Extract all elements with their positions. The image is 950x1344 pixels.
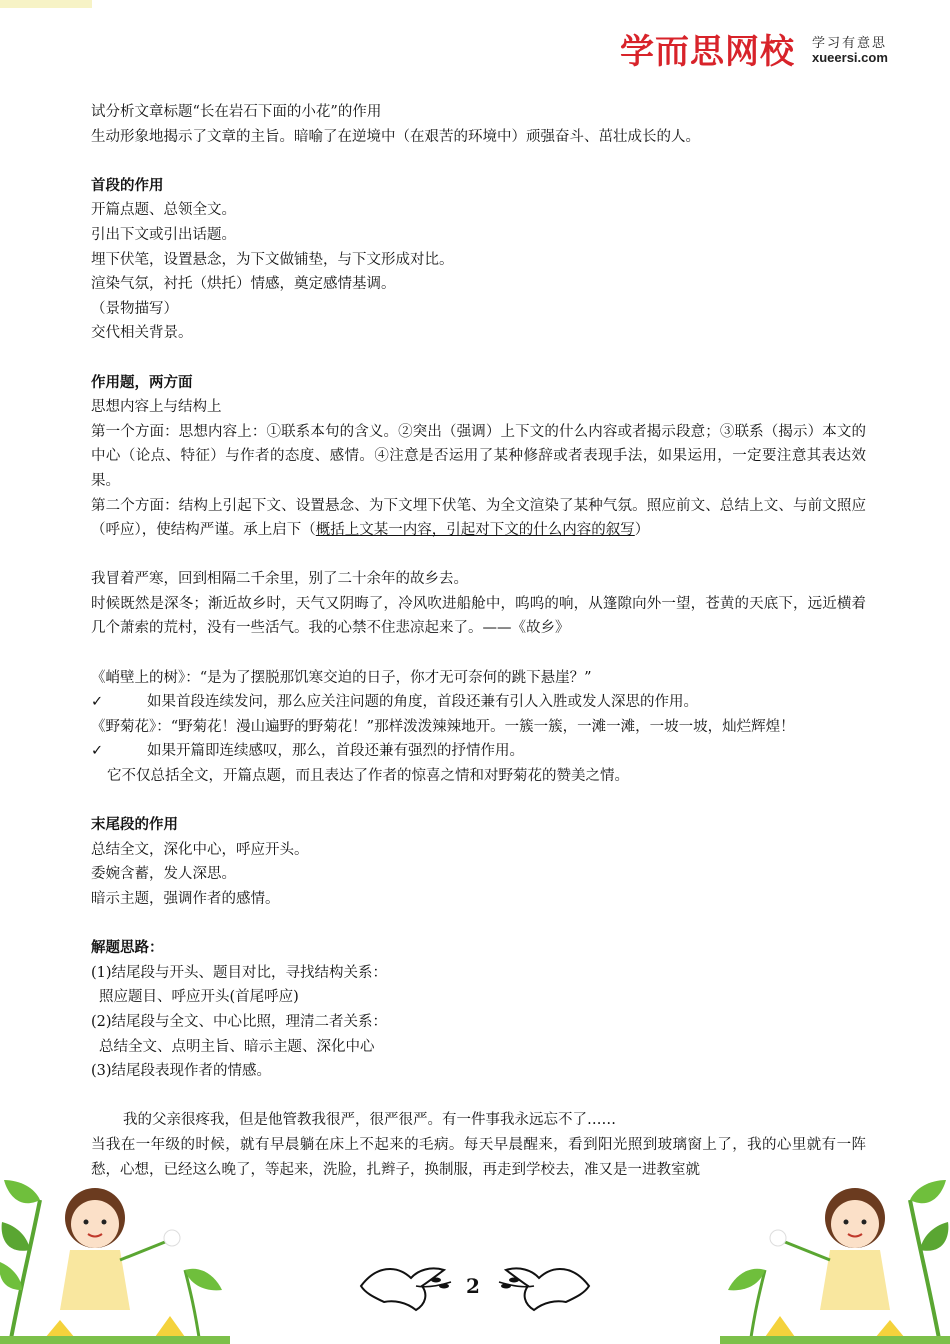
function-aspect-two [91,494,866,543]
dove-ornament-right-icon [494,1256,594,1316]
check-mark-icon: ✓ [91,694,104,711]
site-logo [620,22,910,72]
first-para-item: 开篇点题、总领全文。 [91,202,236,219]
function-heading: 作用题，两方面 [91,373,193,391]
approach-substep: 总结全文、点明主旨、暗示主题、深化中心 [99,1038,375,1055]
last-para-heading: 末尾段的作用 [91,816,178,834]
check-item-text: 如果首段连续发问，那么应关注问题的角度，首段还兼有引人入胜或发人深思的作用。 [147,694,698,711]
story-paragraph: 当我在一年级的时候，就有早晨躺在床上不起来的毛病。每天早晨醒来，看到阳光照到玻璃窗上了，我的心里就有一阵愁，心想，已经这么晚了，等起来，洗脸，扎辫子，换制服，再走到学校去，准又是一进教室就 [91,1136,866,1178]
last-para-item: 委婉含蓄，发人深思。 [91,866,236,883]
first-para-item: 引出下文或引出话题。 [91,226,236,243]
aspect-two-underlined: 概括上文某一内容，引起对下文的什么内容的叙写 [315,522,635,539]
last-para-item: 总结全文，深化中心，呼应开头。 [91,841,309,858]
approach-step: (3)结尾段表现作者的情感。 [91,1063,272,1080]
aspect-two-close: ） [634,522,650,539]
function-line: 思想内容上与结构上 [91,399,222,416]
first-para-item: 埋下伏笔，设置悬念，为下文做铺垫，与下文形成对比。 [91,251,454,268]
function-aspect-one: 第一个方面：思想内容上：①联系本句的含义。②突出（强调）上下文的什么内容或者揭示段意；③联系（揭示）本文的中心（论点、特征）与作者的态度、感情。④注意是否运用了某种修辞或者表现手法，如果运用，一定要注意其表达效果。 [91,423,866,489]
story-paragraph: 我的父亲很疼我，但是他管教我很严，很严很严。有一件事我永远忘不了…… [123,1112,616,1129]
approach-heading: 解题思路： [91,939,164,957]
document-body [91,100,866,1182]
approach-step: (1)结尾段与开头、题目对比，寻找结构关系： [91,964,388,981]
example-guxiang-line: 我冒着严寒，回到相隔二千余里，别了二十余年的故乡去。 [91,571,468,588]
girl-flower-illustration-right [720,1140,950,1344]
logo-title: 学而思网校 [620,32,795,72]
approach-substep: 照应题目、呼应开头(首尾呼应) [99,989,299,1006]
title-answer: 生动形象地揭示了文章的主旨。暗喻了在逆境中（在艰苦的环境中）顽强奋斗、茁壮成长的人。 [91,128,700,145]
example-tree-line: 《峭壁上的树》：“是为了摆脱那饥寒交迫的日子，你才无可奈何的跳下悬崖？” [91,669,592,686]
logo-url: xueersi.com [812,50,888,65]
aspect-two-text: 第二个方面：结构上引起下文、设置悬念、为下文埋下伏笔、为全文渲染了某种气氛。照应前文、总结上文、与前文照应（呼应），使结构严谨。承上启下（ [91,497,866,539]
check-mark-icon: ✓ [91,743,104,760]
example-summary-line: 它不仅总括全文，开篇点题，而且表达了作者的惊喜之情和对野菊花的赞美之情。 [107,768,629,785]
approach-step: (2)结尾段与全文、中心比照，理清二者关系： [91,1013,388,1030]
example-guxiang-line: 时候既然是深冬；渐近故乡时，天气又阴晦了，冷风吹进船舱中，呜呜的响，从篷隙向外一望，苍黄的天底下，远近横着几个萧索的荒村，没有一些活气。我的心禁不住悲凉起来了。——《故乡》 [91,595,866,637]
first-para-item: 交代相关背景。 [91,325,193,342]
check-item-text: 如果开篇即连续感叹，那么，首段还兼有强烈的抒情作用。 [147,743,524,760]
page-number: 2 [466,1274,480,1298]
last-para-item: 暗示主题，强调作者的感情。 [91,891,280,907]
title-question: 试分析文章标题“长在岩石下面的小花”的作用 [91,104,382,120]
first-para-item: 渲染气氛，衬托（烘托）情感，奠定感情基调。 [91,276,396,293]
example-chrysanthemum-line: 《野菊花》：“野菊花！漫山遍野的野菊花！”那样泼泼辣辣地开。一簇一簇，一滩一滩，一坡一坡，灿烂辉煌！ [91,718,795,735]
first-para-item: （景物描写） [91,300,178,317]
check-item [91,739,866,764]
first-para-heading: 首段的作用 [91,176,164,194]
dove-ornament-left-icon [356,1256,456,1316]
girl-flower-illustration-left [0,1140,230,1344]
logo-slogan: 学习有意思 [812,36,888,51]
check-item [91,690,866,715]
top-left-decoration [0,0,92,10]
